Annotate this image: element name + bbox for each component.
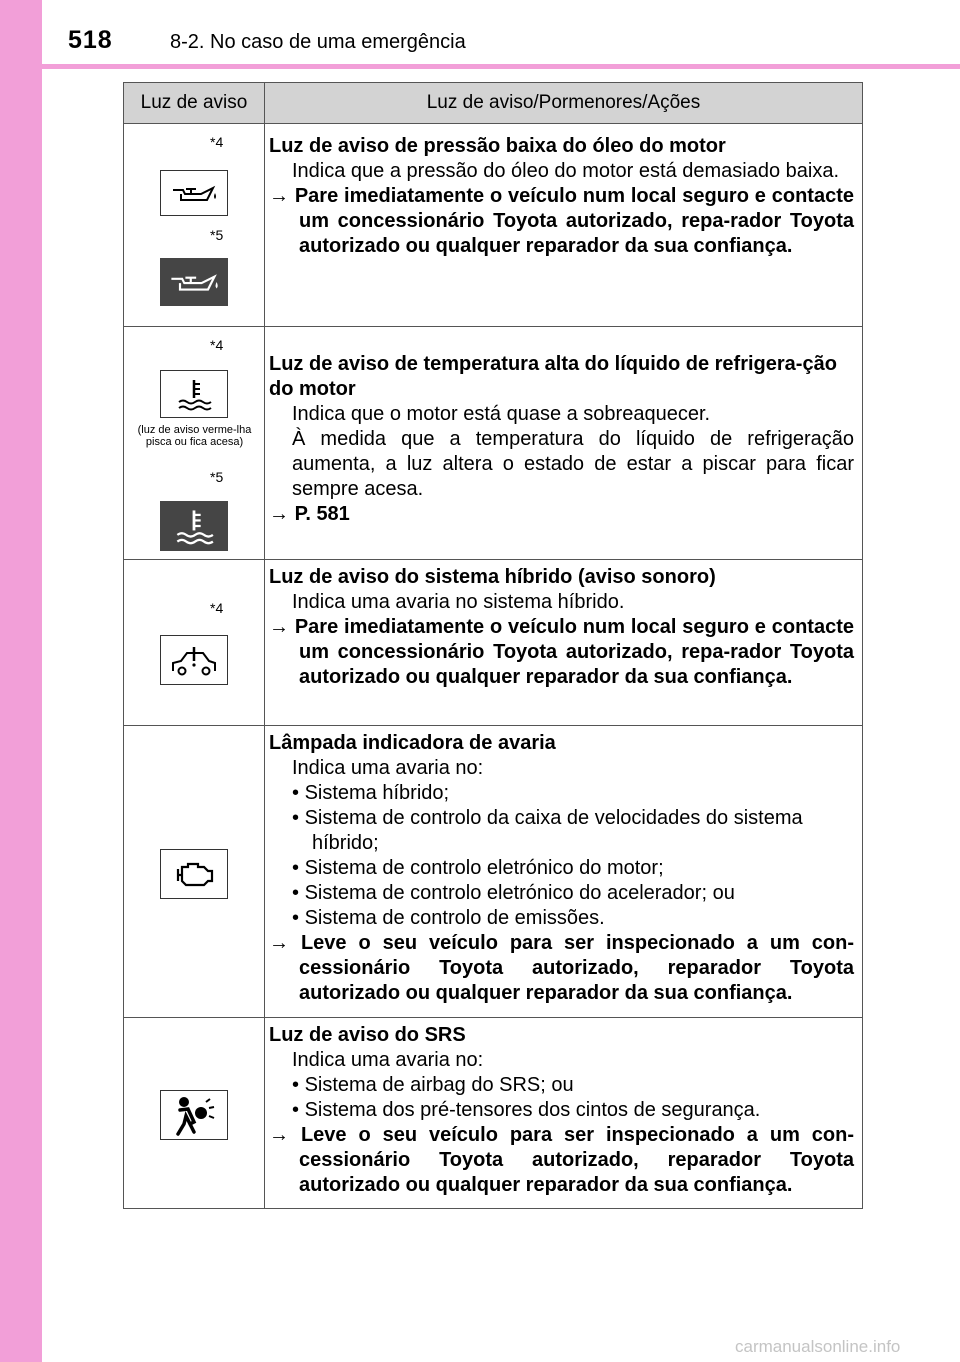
- list-item: • Sistema de controlo eletrónico do motor;: [292, 857, 664, 879]
- hybrid-system-warning-icon: [160, 635, 228, 685]
- icon-cell: [124, 327, 265, 560]
- description-cell: [265, 560, 863, 726]
- page-reference-link[interactable]: P. 581: [294, 503, 350, 525]
- oil-pressure-icon: [160, 258, 228, 306]
- footnote-marker: *4: [210, 337, 224, 353]
- arrow-right-icon: →: [269, 185, 295, 207]
- list-item-text: Sistema de controlo de emissões.: [304, 907, 605, 929]
- icon-cell: [124, 124, 265, 327]
- description-cell: [265, 327, 863, 560]
- coolant-temperature-icon: [160, 370, 228, 418]
- list-item: • Sistema de controlo eletrónico do acelerador; ou: [292, 882, 735, 904]
- table-header-row: [124, 83, 863, 124]
- warning-description: Indica que o motor está quase a sobreaquecer.: [292, 403, 711, 425]
- warning-action: [265, 931, 854, 1006]
- list-item: • Sistema de controlo da caixa de velocidades do sistema híbrido;: [292, 807, 803, 854]
- arrow-right-icon: →: [269, 1124, 301, 1146]
- action-text: Leve o seu veículo para ser inspecionado a um con-cessionário Toyota autorizado, reparador Toyota autorizado ou qualquer reparador da sua confiança.: [299, 1124, 854, 1196]
- check-engine-icon: [160, 849, 228, 899]
- column-header-details: Luz de aviso/Pormenores/Ações: [265, 83, 863, 124]
- table-row: [124, 560, 863, 726]
- header-rule: [42, 64, 960, 69]
- warning-title: Luz de aviso de pressão baixa do óleo do motor: [269, 135, 726, 157]
- warning-lights-table: [123, 82, 863, 1209]
- table-row: [124, 726, 863, 1018]
- oil-pressure-icon: [160, 170, 228, 216]
- list-item: • Sistema híbrido;: [292, 782, 450, 804]
- warning-title: Luz de aviso do SRS: [269, 1024, 466, 1046]
- warning-action: [265, 502, 854, 527]
- watermark: carmanualsonline.info: [735, 1337, 901, 1356]
- list-item-text: Sistema de controlo eletrónico do acelerador; ou: [304, 882, 735, 904]
- table-row: [124, 124, 863, 327]
- list-item: • Sistema de airbag do SRS; ou: [292, 1074, 574, 1096]
- warning-title: Lâmpada indicadora de avaria: [269, 732, 556, 754]
- warning-description: Indica uma avaria no:: [292, 757, 484, 779]
- arrow-right-icon: →: [269, 616, 295, 638]
- description-cell: [265, 726, 863, 1018]
- description-cell: [265, 124, 863, 327]
- warning-title: Luz de aviso do sistema híbrido (aviso sonoro): [269, 566, 716, 588]
- footnote-marker: *4: [210, 134, 224, 150]
- list-item-text: Sistema dos pré-tensores dos cintos de segurança.: [304, 1099, 761, 1121]
- list-item-text: Sistema de controlo da caixa de velocidades do sistema híbrido;: [304, 807, 803, 854]
- icon-cell: [124, 560, 265, 726]
- description-cell: [265, 1018, 863, 1209]
- warning-description: À medida que a temperatura do líquido de refrigeração aumenta, a luz altera o estado de estar a piscar para ficar sempre acesa.: [292, 428, 854, 500]
- table-row: [124, 1018, 863, 1209]
- list-item: • Sistema de controlo de emissões.: [292, 907, 605, 929]
- coolant-temperature-icon: [160, 501, 228, 551]
- arrow-right-icon: →: [269, 503, 295, 525]
- warning-description: Indica uma avaria no sistema híbrido.: [292, 591, 625, 613]
- icon-cell: [124, 1018, 265, 1209]
- footnote-marker: *4: [210, 600, 224, 616]
- warning-action: [265, 184, 854, 259]
- arrow-right-icon: →: [269, 932, 301, 954]
- warning-action: [265, 1123, 854, 1198]
- warning-title: Luz de aviso de temperatura alta do líquido de refrigera-ção do motor: [269, 353, 837, 400]
- warning-description: Indica que a pressão do óleo do motor está demasiado baixa.: [292, 160, 840, 182]
- action-text: Pare imediatamente o veículo num local seguro e contacte um concessionário Toyota autorizado, repa-rador Toyota autorizado ou qualquer reparador da sua confiança.: [294, 616, 854, 688]
- icon-caption: (luz de aviso verme-lha pisca ou fica acesa): [137, 424, 252, 448]
- side-color-bar: [0, 0, 42, 1362]
- list-item-text: Sistema de airbag do SRS; ou: [304, 1074, 574, 1096]
- page-number: 518: [68, 26, 113, 54]
- list-item-text: Sistema de controlo eletrónico do motor;: [304, 857, 664, 879]
- warning-description: Indica uma avaria no:: [292, 1049, 484, 1071]
- section-title: 8-2. No caso de uma emergência: [170, 31, 466, 53]
- action-text: Leve o seu veículo para ser inspecionado a um con-cessionário Toyota autorizado, reparador Toyota autorizado ou qualquer reparador da sua confiança.: [299, 932, 854, 1004]
- srs-airbag-icon: [160, 1090, 228, 1140]
- list-item-text: Sistema híbrido;: [304, 782, 450, 804]
- action-text: Pare imediatamente o veículo num local seguro e contacte um concessionário Toyota autorizado, repa-rador Toyota autorizado ou qualquer reparador da sua confiança.: [294, 185, 854, 257]
- footnote-marker: *5: [210, 469, 224, 485]
- icon-cell: [124, 726, 265, 1018]
- warning-action: [265, 615, 854, 690]
- table-row: [124, 327, 863, 560]
- list-item: • Sistema dos pré-tensores dos cintos de segurança.: [292, 1099, 761, 1121]
- column-header-light: Luz de aviso: [124, 83, 265, 124]
- footnote-marker: *5: [210, 227, 224, 243]
